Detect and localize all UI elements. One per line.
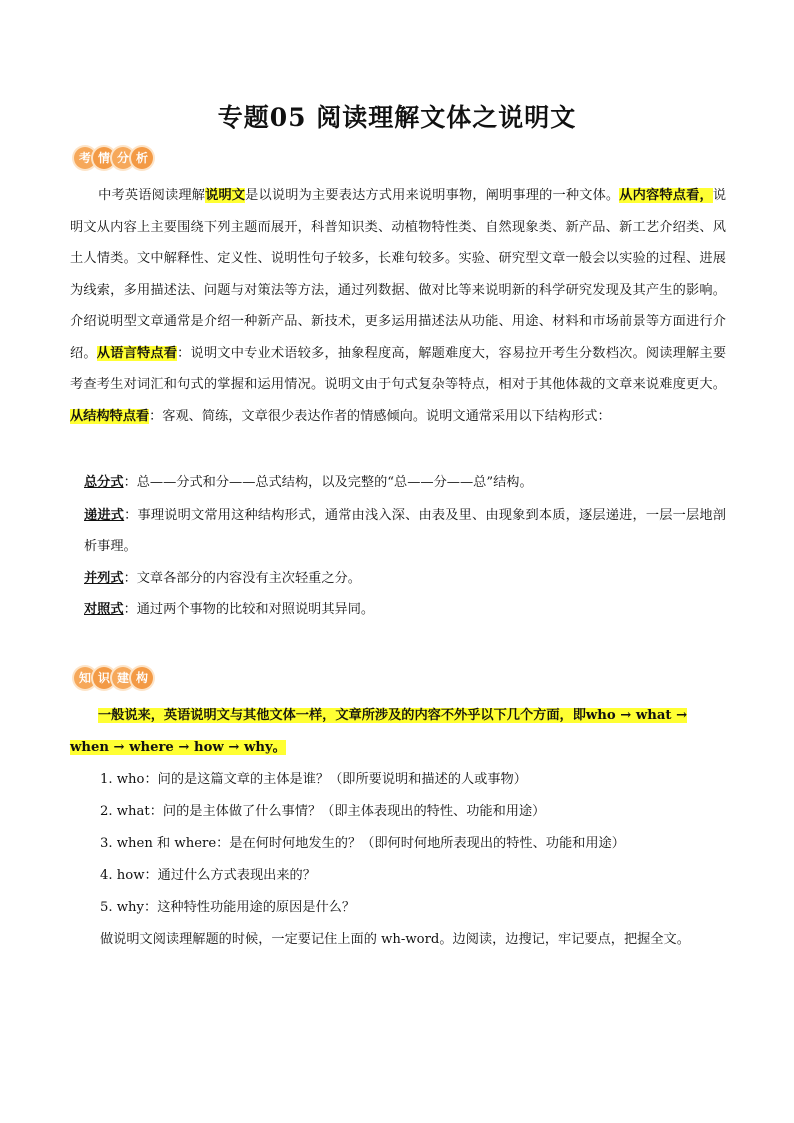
structure-term: 并列式 [84,571,124,586]
structure-term: 递进式 [84,508,125,523]
badge-char: 情 [93,147,115,169]
highlight-term: 从内容特点看， [619,188,713,203]
highlight-term: 从语言特点看 [96,345,178,361]
highlight-term: 从结构特点看 [70,408,150,424]
badge-char: 建 [112,667,134,689]
list-item: 2. what：问的是主体做了什么事情？（即主体表现出的特性、功能和用途） [100,804,546,819]
structure-term: 对照式 [84,602,124,617]
section-badge-knowledge [74,667,150,689]
page-title: 专题05 阅读理解文体之说明文 [217,103,577,132]
structure-term: 总分式 [84,475,124,490]
badge-char: 分 [112,147,134,169]
list-item: 3. when 和 where：是在何时何地发生的？（即何时何地所表现出的特性、功能和用途） [100,836,625,851]
structure-item: 并列式：文章各部分的内容没有主次轻重之分。 [84,571,361,586]
summary-line-1: 一般说来，英语说明文与其他文体一样，文章所涉及的内容不外乎以下几个方面，即who → what → [98,708,688,723]
highlight-term: 说明文 [205,188,246,203]
list-item: 1. who：问的是这篇文章的主体是谁？（即所要说明和描述的人或事物） [100,772,527,787]
badge-char: 构 [131,667,153,689]
intro-paragraph: 中考英语阅读理解说明文是以说明为主要表达方式用来说明事物，阐明事理的一种文体。从内容特点看，说明文从内容上主要围绕下列主题而展开，科普知识类、动植物特性类、自然现象类、新产品、新工艺介绍类、风土人情类。文中解释性、定义性、说明性句子较多，长难句较多。实验、研究型文章一般会以实验的过程、进展为线索，多用描述法、问题与对策法等方法，通过列数据、做对比等来说明新的科学研究发现及其产生的影响。介绍说明型文章通常是介绍一种新产品、新技术，更多运用描述法从功能、用途、材料和市场前景等方面进行介绍。从语言特点看：说明文中专业术语较多，抽象程度高，解题难度大，容易拉开考生分数档次。阅读理解主要考查考生对词汇和句式的掌握和运用情况。说明文由于句式复杂等特点，相对于其他体裁的文章来说难度更大。从结构特点看：客观、简练，文章很少表达作者的情感倾向。说明文通常采用以下结构形式： [70,188,727,424]
badge-char: 知 [74,667,96,689]
structure-item: 对照式：通过两个事物的比较和对照说明其异同。 [84,602,375,617]
summary-line-2: when → where → how → why。 [70,740,286,755]
closing-text: 做说明文阅读理解题的时候，一定要记住上面的 wh-word。边阅读，边搜记，牢记要点，把握全文。 [100,932,690,947]
list-item: 4. how：通过什么方式表现出来的？ [100,868,316,883]
structure-item: 递进式：事理说明文常用这种结构形式，通常由浅入深、由表及里、由现象到本质，逐层递进，一层一层地剖析事理。 [84,508,726,554]
badge-char: 析 [131,147,153,169]
list-item: 5. why：这种特性功能用途的原因是什么？ [100,900,356,915]
badge-char: 考 [74,147,96,169]
badge-char: 识 [93,667,115,689]
section-badge-analysis [74,147,150,169]
structure-item: 总分式：总——分式和分——总式结构，以及完整的“总——分——总”结构。 [84,475,533,490]
